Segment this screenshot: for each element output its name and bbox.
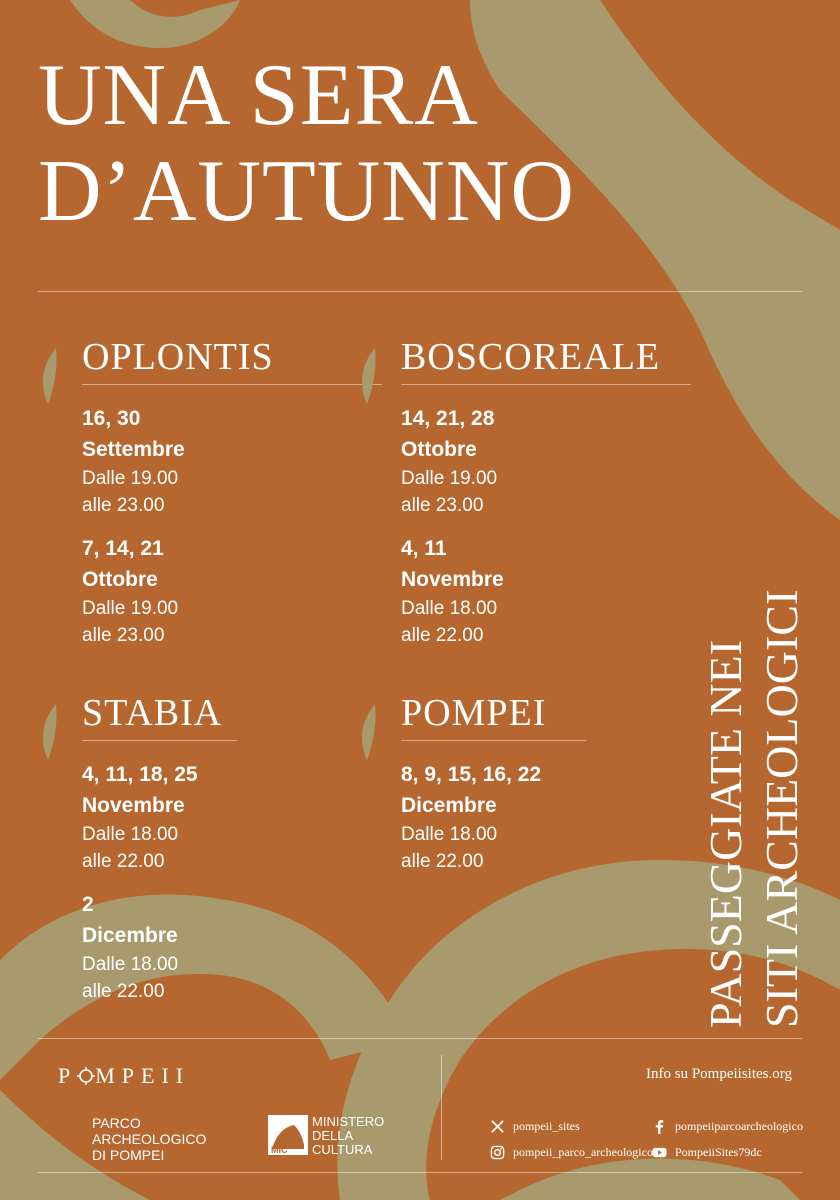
facebook-icon bbox=[652, 1119, 667, 1134]
slot-time-from: Dalle 18.00 bbox=[82, 954, 179, 975]
ministero-label bbox=[312, 1115, 384, 1157]
site-name: POMPEI bbox=[401, 692, 547, 734]
social-instagram-handle: pompeii_parco_archeologico bbox=[513, 1145, 653, 1159]
instagram-icon bbox=[490, 1145, 505, 1160]
info-link[interactable]: Info su Pompeiisites.org bbox=[646, 1066, 792, 1082]
site-underline bbox=[82, 384, 382, 385]
slot-time-to: alle 22.00 bbox=[401, 625, 484, 646]
social-instagram[interactable] bbox=[490, 1145, 653, 1160]
slot-month: Dicembre bbox=[82, 924, 178, 947]
mic-emblem-icon bbox=[268, 1115, 308, 1155]
schedule-slot bbox=[82, 403, 382, 519]
title-line-2: D’AUTUNNO bbox=[38, 143, 575, 240]
slot-dates: 14, 21, 28 bbox=[401, 407, 495, 430]
leaf-icon bbox=[359, 704, 379, 760]
site-underline bbox=[82, 740, 237, 741]
schedule-slot bbox=[82, 889, 382, 1005]
slot-dates: 4, 11 bbox=[401, 537, 447, 560]
footer-divider bbox=[441, 1055, 442, 1160]
site-name: STABIA bbox=[82, 692, 223, 734]
divider-footer bbox=[38, 1172, 802, 1173]
slot-month: Settembre bbox=[82, 438, 185, 461]
social-x-handle: pompeii_sites bbox=[513, 1119, 580, 1133]
x-icon bbox=[490, 1119, 505, 1134]
ministero-line-1: MINISTERO bbox=[312, 1114, 385, 1129]
slot-time-from: Dalle 19.00 bbox=[401, 468, 498, 489]
slot-time-from: Dalle 19.00 bbox=[82, 598, 179, 619]
slot-dates: 2 bbox=[82, 893, 94, 916]
slot-time-from: Dalle 18.00 bbox=[401, 598, 498, 619]
pompeii-logo bbox=[58, 1063, 190, 1089]
social-youtube-handle: PompeiiSites79dc bbox=[675, 1145, 762, 1159]
schedule-slot bbox=[82, 533, 382, 649]
schedule-slot bbox=[82, 759, 382, 875]
ornament-o-icon bbox=[77, 1067, 95, 1085]
parco-line-2: ARCHEOLOGICO bbox=[92, 1131, 207, 1147]
leaf-icon bbox=[40, 348, 60, 404]
slot-dates: 4, 11, 18, 25 bbox=[82, 763, 198, 786]
slot-dates: 8, 9, 15, 16, 22 bbox=[401, 763, 542, 786]
slot-time-to: alle 23.00 bbox=[82, 495, 165, 516]
site-underline bbox=[401, 384, 691, 385]
ministero-logo bbox=[268, 1115, 384, 1157]
social-x[interactable] bbox=[490, 1119, 580, 1134]
slot-time-to: alle 23.00 bbox=[401, 495, 484, 516]
social-facebook[interactable] bbox=[652, 1119, 803, 1134]
divider-top bbox=[38, 291, 802, 292]
brand-text-end: MPEII bbox=[95, 1063, 191, 1088]
slot-month: Ottobre bbox=[401, 438, 477, 461]
mic-badge: MiC bbox=[271, 1145, 288, 1155]
slot-dates: 7, 14, 21 bbox=[82, 537, 164, 560]
schedule-slot bbox=[401, 533, 691, 649]
slot-time-from: Dalle 18.00 bbox=[82, 824, 179, 845]
site-name: OPLONTIS bbox=[82, 336, 274, 378]
divider-bottom bbox=[38, 1038, 802, 1039]
slot-month: Novembre bbox=[401, 568, 504, 591]
ministero-line-3: CULTURA bbox=[312, 1142, 373, 1157]
slot-month: Dicembre bbox=[401, 794, 497, 817]
brand-text-start: P bbox=[58, 1063, 78, 1088]
tagline-line-2: SITI ARCHEOLOGICI bbox=[756, 589, 807, 1028]
site-pompei bbox=[401, 690, 691, 889]
slot-time-from: Dalle 18.00 bbox=[401, 824, 498, 845]
slot-time-to: alle 22.00 bbox=[82, 851, 165, 872]
title-line-1: UNA SERA bbox=[38, 47, 479, 144]
site-name: BOSCOREALE bbox=[401, 336, 661, 378]
parco-line-3: DI POMPEI bbox=[92, 1147, 165, 1163]
slot-month: Novembre bbox=[82, 794, 185, 817]
parco-line-1: PARCO bbox=[92, 1115, 141, 1131]
schedule-slot bbox=[401, 403, 691, 519]
schedule-slot bbox=[401, 759, 691, 875]
leaf-icon bbox=[359, 348, 379, 404]
site-boscoreale bbox=[401, 334, 691, 663]
slot-time-from: Dalle 19.00 bbox=[82, 468, 179, 489]
vertical-tagline bbox=[698, 590, 810, 1028]
slot-time-to: alle 23.00 bbox=[82, 625, 165, 646]
social-facebook-handle: pompeiiparcoarcheologico bbox=[675, 1119, 803, 1133]
site-oplontis bbox=[82, 334, 382, 663]
parco-archeologico-label bbox=[92, 1115, 206, 1163]
tagline-line-1: PASSEGGIATE NEI bbox=[700, 639, 751, 1028]
poster-title bbox=[38, 48, 575, 240]
slot-time-to: alle 22.00 bbox=[401, 851, 484, 872]
youtube-icon bbox=[652, 1145, 667, 1160]
slot-time-to: alle 22.00 bbox=[82, 981, 165, 1002]
slot-dates: 16, 30 bbox=[82, 407, 141, 430]
leaf-icon bbox=[40, 704, 60, 760]
slot-month: Ottobre bbox=[82, 568, 158, 591]
ministero-line-2: DELLA bbox=[312, 1128, 354, 1143]
site-stabia bbox=[82, 690, 382, 1019]
social-youtube[interactable] bbox=[652, 1145, 762, 1160]
site-underline bbox=[401, 740, 586, 741]
